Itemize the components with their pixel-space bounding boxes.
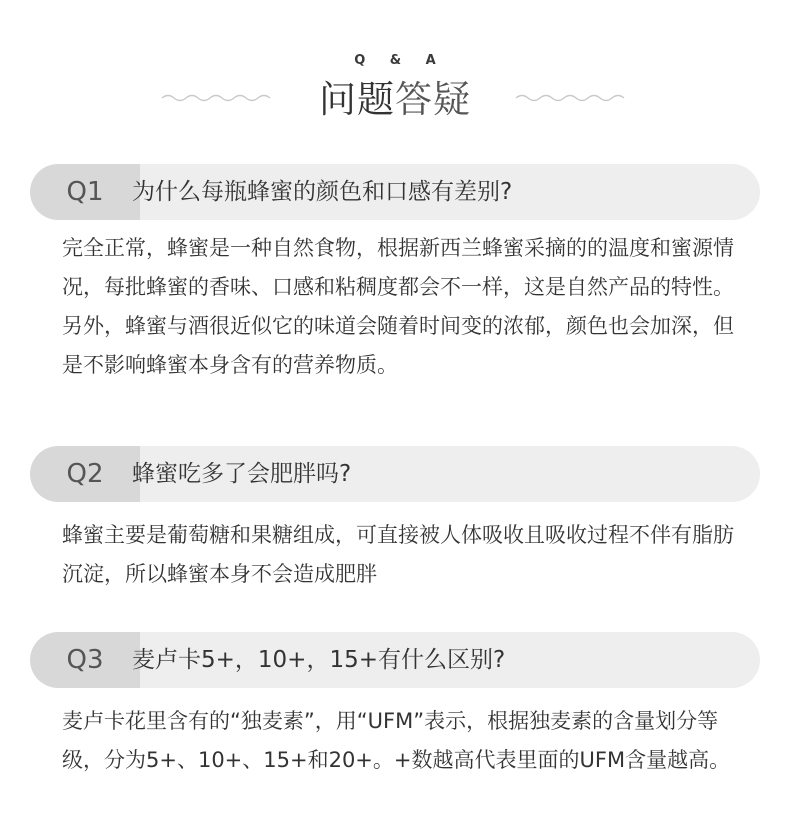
page-title-part2: 答疑 bbox=[395, 78, 471, 121]
qa-kicker: Q & A bbox=[354, 53, 446, 68]
question-bar-3 bbox=[30, 632, 760, 688]
answer-text-3: 麦卢卡花里含有的“独麦素”，用“UFM”表示，根据独麦素的含量划分等级，分为5+、10+、15+和20+。+数越高代表里面的UFM含量越高。 bbox=[62, 709, 731, 772]
question-bar-1 bbox=[30, 164, 760, 220]
question-number-badge: Q1 bbox=[30, 164, 140, 220]
page-title-part1: 问题 bbox=[319, 78, 395, 121]
wave-divider-right bbox=[514, 92, 626, 104]
question-number-badge: Q3 bbox=[30, 632, 140, 688]
question-text: 为什么每瓶蜂蜜的颜色和口感有差别? bbox=[132, 179, 513, 205]
question-text: 蜂蜜吃多了会肥胖吗? bbox=[132, 461, 352, 487]
answer-text-2: 蜂蜜主要是葡萄糖和果糖组成，可直接被人体吸收且吸收过程不伴有脂肪沉淀，所以蜂蜜本身不会造成肥胖 bbox=[62, 523, 734, 586]
page-title bbox=[0, 78, 790, 122]
question-number-badge: Q2 bbox=[30, 446, 140, 502]
question-bar-2 bbox=[30, 446, 760, 502]
qa-header bbox=[0, 0, 790, 150]
question-text: 麦卢卡5+，10+，15+有什么区别? bbox=[132, 647, 506, 673]
answer-text-1: 完全正常，蜂蜜是一种自然食物，根据新西兰蜂蜜采摘的的温度和蜜源情况，每批蜂蜜的香味、口感和粘稠度都会不一样，这是自然产品的特性。另外，蜂蜜与酒很近似它的味道会随着时间变的浓郁，颜色也会加深，但是不影响蜂蜜本身含有的营养物质。 bbox=[62, 236, 734, 377]
